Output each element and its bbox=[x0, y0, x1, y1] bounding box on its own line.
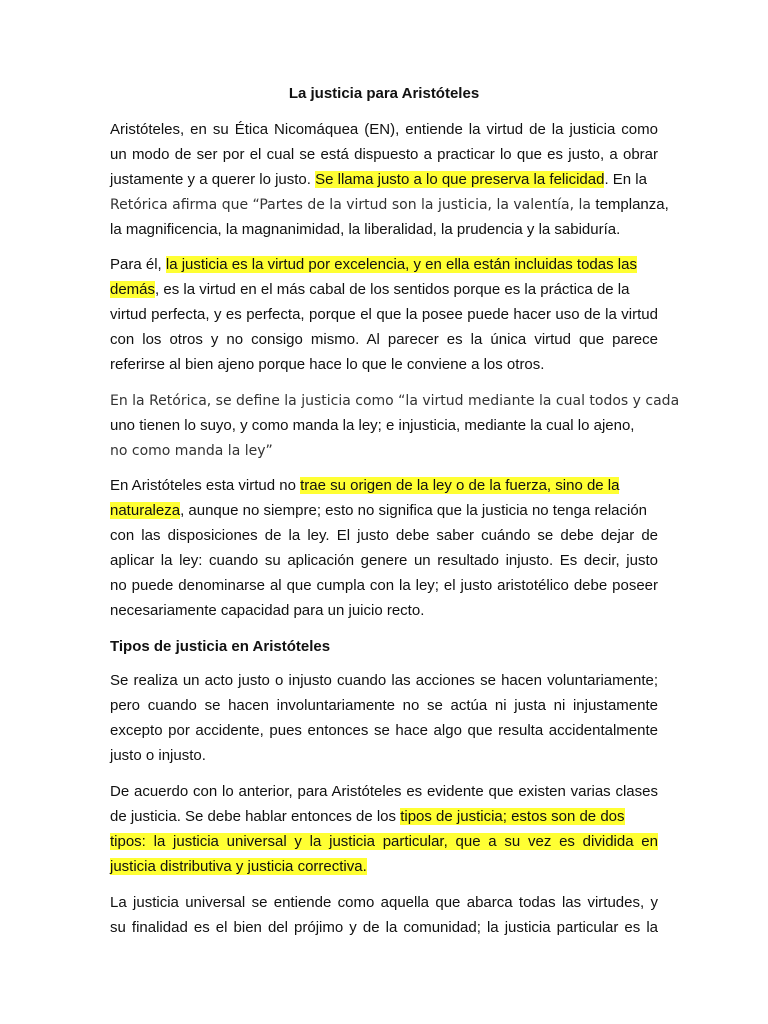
paragraph-line bbox=[110, 280, 658, 300]
text-span: En Aristóteles esta virtud no bbox=[110, 477, 301, 494]
document-title: La justicia para Aristóteles bbox=[288, 85, 480, 102]
paragraph-line: la magnificencia, la magnanimidad, la liberalidad, la prudencia y la sabiduría. bbox=[110, 221, 621, 238]
paragraph-line bbox=[110, 807, 658, 827]
text-span: Para él, bbox=[110, 256, 166, 273]
highlighted-text: tipos de justicia; estos son de dos bbox=[400, 808, 625, 825]
paragraph-line: justo o injusto. bbox=[110, 747, 206, 764]
paragraph-line bbox=[110, 441, 658, 461]
paragraph-line bbox=[110, 832, 658, 852]
paragraph-line bbox=[110, 476, 658, 496]
section-heading: Tipos de justicia en Aristóteles bbox=[110, 638, 331, 655]
text-span: no como manda la ley” bbox=[110, 443, 273, 459]
paragraph-line: no puede denominarse al que cumpla con la ley; el justo aristotélico debe poseer bbox=[110, 577, 658, 594]
paragraph-line: referirse al bien ajeno porque hace lo que le conviene a los otros. bbox=[110, 356, 545, 373]
paragraph-line: un modo de ser por el cual se está dispuesto a practicar lo que es justo, a obrar bbox=[110, 146, 658, 163]
paragraph-line bbox=[110, 857, 658, 877]
highlighted-text: naturaleza bbox=[110, 502, 181, 519]
paragraph-line: Se realiza un acto justo o injusto cuando las acciones se hacen voluntariamente; bbox=[110, 672, 658, 689]
text-span: Retórica afirma que “Partes de la virtud son la justicia, la valentía, la bbox=[110, 197, 596, 213]
paragraph-line: su finalidad es el bien del prójimo y de la comunidad; la justicia particular es la bbox=[110, 919, 658, 936]
paragraph-line bbox=[110, 391, 680, 411]
paragraph-line bbox=[110, 170, 658, 190]
paragraph-line: Aristóteles, en su Ética Nicomáquea (EN), entiende la virtud de la justicia como bbox=[110, 121, 658, 138]
text-span: justamente y a querer lo justo. bbox=[110, 171, 316, 188]
paragraph-line: virtud perfecta, y es perfecta, porque el que la posee puede hacer uso de la virtud bbox=[110, 306, 658, 323]
paragraph-line: uno tienen lo suyo, y como manda la ley; e injusticia, mediante la cual lo ajeno, bbox=[110, 417, 635, 434]
paragraph-line: excepto por accidente, pues entonces se hace algo que resulta accidentalmente bbox=[110, 722, 658, 739]
text-span: templanza, bbox=[595, 196, 669, 213]
paragraph-line: con los otros y no consigo mismo. Al parecer es la única virtud que parece bbox=[110, 331, 658, 348]
highlighted-text: trae su origen de la ley o de la fuerza, sino de la bbox=[300, 477, 620, 494]
text-span: . En la bbox=[604, 171, 647, 188]
highlighted-text: la justicia es la virtud por excelencia, y en ella están incluidas todas las bbox=[165, 256, 637, 273]
paragraph-line: La justicia universal se entiende como aquella que abarca todas las virtudes, y bbox=[110, 894, 658, 911]
highlighted-text: Se llama justo a lo que preserva la felicidad bbox=[315, 171, 605, 188]
paragraph-line: pero cuando se hacen involuntariamente no se actúa ni justa ni injustamente bbox=[110, 697, 658, 714]
paragraph-line bbox=[110, 255, 658, 275]
paragraph-line: aplicar la ley: cuando su aplicación genere un resultado injusto. Es decir, justo bbox=[110, 552, 658, 569]
highlighted-text: demás bbox=[110, 281, 156, 298]
text-span: de justicia. Se debe hablar entonces de los bbox=[110, 808, 401, 825]
paragraph-line: De acuerdo con lo anterior, para Aristóteles es evidente que existen varias clases bbox=[110, 783, 658, 800]
highlighted-text: justicia distributiva y justicia correctiva. bbox=[110, 858, 367, 875]
text-span: , es la virtud en el más cabal de los sentidos porque es la práctica de la bbox=[155, 281, 630, 298]
highlighted-text: tipos: la justicia universal y la justicia particular, que a su vez es dividida en bbox=[110, 833, 658, 850]
text-span: , aunque no siempre; esto no significa que la justicia no tenga relación bbox=[180, 502, 648, 519]
paragraph-line: necesariamente capacidad para un juicio recto. bbox=[110, 602, 425, 619]
text-span: En la Retórica, se define la justicia como “la virtud mediante la cual todos y cada bbox=[110, 393, 680, 409]
paragraph-line: con las disposiciones de la ley. El justo debe saber cuándo se debe dejar de bbox=[110, 527, 658, 544]
paragraph-line bbox=[110, 195, 669, 215]
paragraph-line bbox=[110, 501, 658, 521]
